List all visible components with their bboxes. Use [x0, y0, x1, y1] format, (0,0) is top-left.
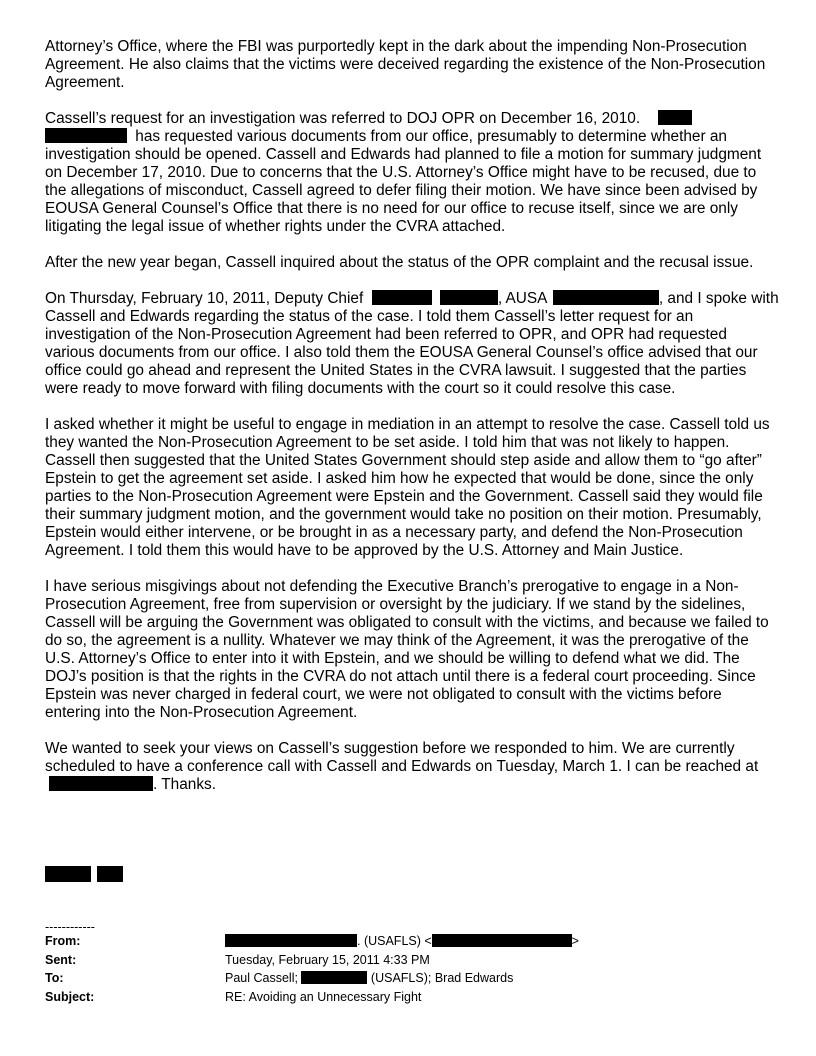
paragraph-2-rest: has requested various documents from our office, presumably to determine whether an investigation should be opened. Cassell and Edwards had planned to file a motion for summary judgment on December 17, 2010. Due to concerns that the U.S. Attorney’s Office might have to be recused, due to the allegations of misconduct, Cassell agreed to defer filing their motion. We have since been advised by EOUSA General Counsel’s Office that there is no need for our office to recuse itself, since we are only litigating the legal issue of whether rights under the CVRA attached.	[45, 128, 762, 235]
header-to-row	[45, 969, 579, 988]
paragraph-2	[45, 110, 780, 236]
paragraph-5: I asked whether it might be useful to engage in mediation in an attempt to resolve the case. Cassell told us they wanted the Non-Prosecution Agreement to be set aside. I told him that was not likely to happen. Cassell then suggested that the United States Government should step aside and allow them to “go after” Epstein to get the agreement set aside. I asked him how he expected that would be done, since the only parties to the Non-Prosecution Agreement were Epstein and the Government. Cassell said they would file their summary judgment motion, and the government would take no position on their motion. Presumably, Epstein would either intervene, or be brought in as a necessary party, and defend the Non-Prosecution Agreement. I told them this would have to be approved by the U.S. Attorney and Main Justice.	[45, 416, 770, 559]
paragraph-2-start: Cassell’s request for an investigation was referred to DOJ OPR on December 16, 2010.	[45, 110, 641, 127]
redaction-box	[97, 866, 123, 882]
subject-label: Subject:	[45, 989, 95, 1004]
paragraph-4	[45, 290, 780, 398]
signature-redaction	[45, 866, 129, 882]
sent-value: Tuesday, February 15, 2011 4:33 PM	[225, 952, 430, 967]
to-value: Paul Cassell; (USAFLS); Brad Edwards	[225, 971, 514, 985]
paragraph-4-start: On Thursday, February 10, 2011, Deputy Chief	[45, 290, 364, 307]
to-label: To:	[45, 971, 64, 985]
redaction-box	[432, 934, 572, 947]
paragraph-7-start: We wanted to seek your views on Cassell’s suggestion before we responded to him. We are currently scheduled to have a conference call with Cassell and Edwards on Tuesday, March 1. I can be reached at	[45, 740, 759, 775]
paragraph-6: I have serious misgivings about not defending the Executive Branch’s prerogative to engage in a Non-Prosecution Agreement, free from supervision or oversight by the judiciary. If we stand by the sidelines, Cassell will be arguing the Government was obligated to consult with the victims, and because we failed to do so, the agreement is a nullity. Whatever we may think of the Agreement, it was the prerogative of the U.S. Attorney’s Office to enter into it with Epstein, and we should be willing to defend what we did. The DOJ’s position is that the rights in the CVRA do not attach until there is a federal court proceeding. Since Epstein was never charged in federal court, we were not obligated to consult with the victims before entering into the Non-Prosecution Agreement.	[45, 578, 769, 721]
header-sent-row	[45, 951, 579, 970]
redaction-box	[49, 776, 153, 791]
paragraph-4-rest: , and I spoke with Cassell and Edwards regarding the status of the case. I told them Cassell’s letter request for an investigation of the Non-Prosecution Agreement had been referred to OPR, and OPR had requested various documents from our office. I also told them the EOUSA General Counsel’s office advised that our office could go ahead and represent the United States in the CVRA lawsuit. I suggested that the parties were ready to move forward with filing documents with the court so it could resolve this case.	[45, 290, 779, 397]
paragraph-7	[45, 740, 780, 794]
redaction-box	[658, 110, 692, 125]
redaction-box	[45, 128, 127, 143]
subject-value: RE: Avoiding an Unnecessary Fight	[225, 989, 422, 1004]
header-divider: ------------	[45, 920, 95, 934]
from-label: From:	[45, 934, 81, 948]
redaction-box	[372, 290, 432, 305]
redaction-box	[45, 866, 91, 882]
paragraph-1: Attorney’s Office, where the FBI was purportedly kept in the dark about the impending Non-Prosecution Agreement. He also claims that the victims were deceived regarding the existence of the Non-Prosecution Agreement.	[45, 38, 766, 91]
paragraph-7-end: . Thanks.	[153, 776, 217, 793]
sent-label: Sent:	[45, 952, 77, 967]
redaction-box	[225, 934, 357, 947]
redaction-box	[553, 290, 659, 305]
paragraph-4-mid: , AUSA	[497, 290, 547, 307]
email-header	[45, 918, 579, 1006]
redaction-box	[301, 971, 367, 984]
header-subject-row	[45, 988, 579, 1007]
redaction-box	[440, 290, 498, 305]
header-from-row	[45, 932, 579, 951]
paragraph-3: After the new year began, Cassell inquired about the status of the OPR complaint and the recusal issue.	[45, 254, 754, 271]
from-value: . (USAFLS) < >	[225, 932, 579, 951]
letter-body	[45, 38, 780, 812]
